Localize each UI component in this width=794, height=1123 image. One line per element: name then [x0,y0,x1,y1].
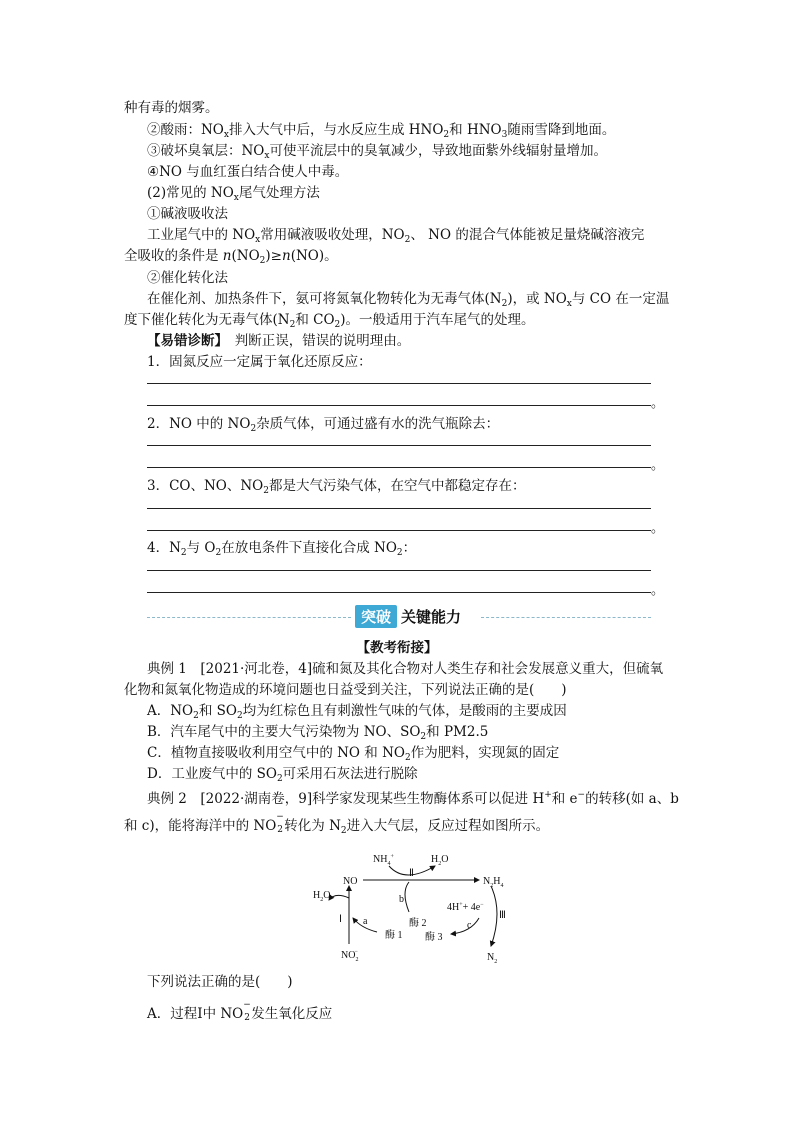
example-2-option-a: A．过程Ⅰ中 NO − 2 发生氧化反应 [147,1000,333,1023]
answer-line[interactable] [147,530,651,531]
ozone-line: ③破坏臭氧层：$NO_x$可使平流层中的臭氧减少，导致地面紫外线辐射量增加。 [147,143,607,161]
enzyme-3-label: 酶 3 [425,932,443,943]
arrow [491,886,497,946]
method-title: (2)常见的 $NO_x$尾气处理方法 [147,185,320,203]
no2-label: $NO_2-$ [341,949,359,963]
example-2-question: 下列说法正确的是( ) [147,974,293,990]
answer-line[interactable] [147,592,651,593]
example-1-line-2: 化物和氮氧化物造成的环境问题也日益受到关注，下列说法正确的是( ) [124,682,567,698]
option-a: A．$NO_2$和 $SO_2$均为红棕色且有刺激性气味的气体，是酸雨的主要成因 [147,703,567,721]
example-2-line-2: 和 c)，能将海洋中的 NO − 2 转化为 $N_2$进入大气层，反应过程如图所示。 [124,812,550,836]
answer-line[interactable] [147,570,651,571]
step-1-label: Ⅰ [339,914,342,925]
option-b: B．汽车尾气中的主要大气污染物为 NO、$SO_2$和 PM2.5 [147,724,489,742]
c-label: c [467,920,472,931]
divider [481,617,651,618]
text-line: 种有毒的烟雾。 [124,100,219,116]
n2-label: $N_2$ [487,952,498,965]
diagnosis-header: 【易错诊断】 判断正误，错误的说明理由。 [147,333,411,349]
answer-line[interactable] [147,467,651,468]
alkali-line-1: 工业尾气中的 $NO_x$常用碱液吸收处理，$NO_2$、 NO 的混合气体能被足量烧碱溶液完 [147,227,645,245]
step-2-label: Ⅱ [409,868,414,879]
option-d: D．工业废气中的 $SO_2$可采用石灰法进行脱除 [147,766,418,784]
question-2: 2．NO 中的 $NO_2$杂质气体，可通过盛有水的洗气瓶除去： [147,416,500,434]
question-1: 1．固氮反应一定属于氧化还原反应： [147,354,372,370]
alkali-title: ①碱液吸收法 [147,206,228,222]
question-4: 4．$N_2$与 $O_2$在放电条件下直接化合成 $NO_2$： [147,540,417,558]
no-label: NO [343,876,358,887]
hemoglobin-line: ④NO 与血红蛋白结合使人中毒。 [147,164,349,180]
alkali-line-2: 全吸收的条件是 $n(NO_2)\ge n(NO)$。 [124,248,338,266]
n2h4-label: $N_2H_4$ [483,876,504,889]
answer-line[interactable] [147,383,651,384]
b-label: b [399,894,404,905]
divider [147,617,351,618]
answer-line[interactable] [147,445,651,446]
answer-line[interactable] [147,405,651,406]
catalysis-line-2: 度下催化转化为无毒气体($N_2$和 $CO_2$)。一般适用于汽车尾气的处理。 [124,312,535,330]
h2o-left-label: $H_2O$ [313,890,331,903]
example-2-line-1: 典例 2 [2022·湖南卷，9]科学家发现某些生物酶体系可以促进 H+和 e−的转移(如 a、b [147,790,679,807]
section-banner [355,605,461,627]
question-3: 3．CO、NO、$NO_2$都是大气污染气体，在空气中都稳定存在： [147,478,526,496]
example-1-line-1: 典例 1 [2021·河北卷，4]硫和氮及其化合物对人类生存和社会发展意义重大，但硫氧 [147,661,664,677]
answer-line[interactable] [147,508,651,509]
nh4-label: $NH_4^+$ [373,854,394,867]
arrow [405,882,409,912]
catalysis-title: ②催化转化法 [147,270,228,286]
option-c: C．植物直接吸收利用空气中的 NO 和 $NO_2$作为肥料，实现氮的固定 [147,745,560,763]
catalysis-line-1: 在催化剂、加热条件下，氨可将氮氧化物转化为无毒气体$(N_2)$，或 $NO_x$与 CO 在一定温 [147,291,670,309]
arrow [329,895,349,900]
section-heading: 【教考衔接】 [356,640,438,656]
banner-title: 关键能力 [401,607,462,626]
enzyme-2-label: 酶 2 [409,918,427,929]
period: 。 [651,521,665,536]
arrow [451,918,479,934]
acid-rain-line: ②酸雨：$NO_x$排入大气中后，与水反应生成 $HNO_2$和 $HNO_3$随雨雪降到地面。 [147,122,616,140]
proton-electron-label: 4H++ 4e− [447,902,484,913]
reaction-diagram [305,846,525,966]
banner-tag: 突破 [355,605,397,628]
period: 。 [651,396,665,411]
period: 。 [651,458,665,473]
period: 。 [651,583,665,598]
h2o-top-label: $H_2O$ [431,854,449,867]
a-label: a [363,916,368,927]
enzyme-1-label: 酶 1 [385,930,403,941]
step-3-label: Ⅲ [499,910,506,921]
